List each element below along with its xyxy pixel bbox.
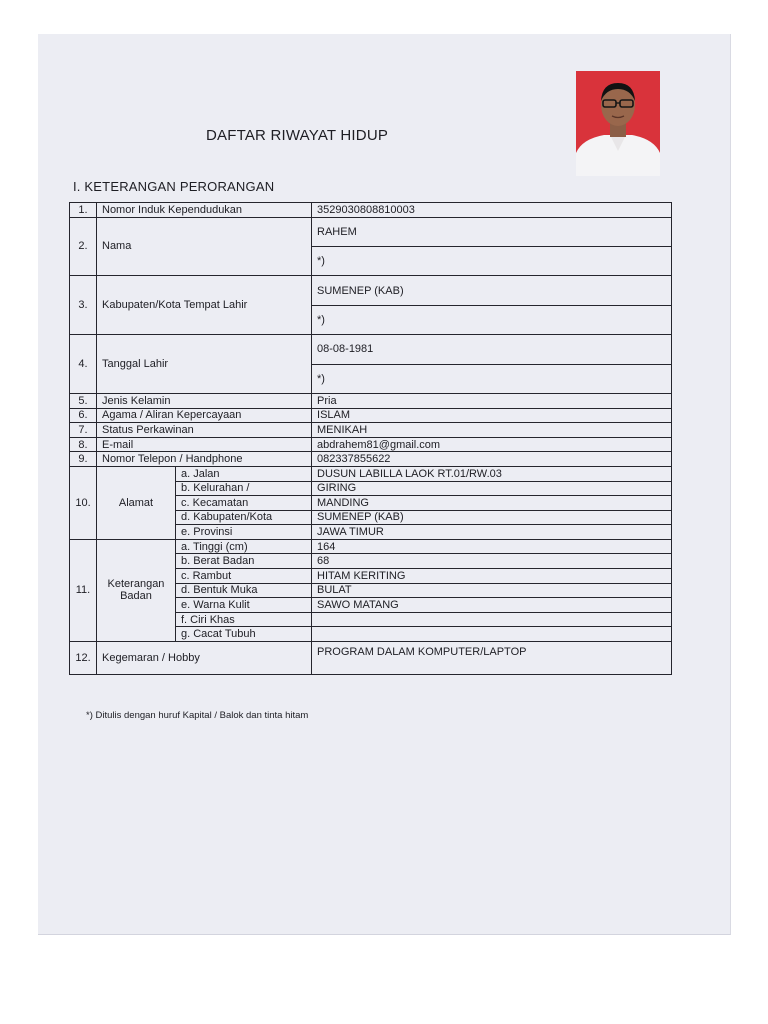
table-row bbox=[70, 393, 672, 408]
section-heading: I. KETERANGAN PERORANGAN bbox=[73, 179, 275, 194]
row-number: 7. bbox=[70, 423, 97, 438]
row-label: Kegemaran / Hobby bbox=[97, 642, 312, 675]
row-value: GIRING bbox=[312, 481, 672, 496]
sub-label: g. Cacat Tubuh bbox=[176, 627, 312, 642]
row-label: Alamat bbox=[97, 466, 176, 539]
row-value: RAHEM bbox=[312, 217, 672, 246]
sub-label: a. Jalan bbox=[176, 466, 312, 481]
row-number: 1. bbox=[70, 203, 97, 218]
row-value: Pria bbox=[312, 393, 672, 408]
row-value: HITAM KERITING bbox=[312, 569, 672, 584]
row-label: Agama / Aliran Kepercayaan bbox=[97, 408, 312, 423]
table-row bbox=[70, 452, 672, 467]
profile-photo bbox=[576, 71, 660, 176]
table-row bbox=[70, 466, 672, 481]
sub-label: f. Ciri Khas bbox=[176, 612, 312, 627]
row-number: 6. bbox=[70, 408, 97, 423]
row-label bbox=[97, 539, 176, 641]
document-title: DAFTAR RIWAYAT HIDUP bbox=[206, 127, 389, 144]
row-label: Kabupaten/Kota Tempat Lahir bbox=[97, 276, 312, 335]
row-label: Jenis Kelamin bbox=[97, 393, 312, 408]
sub-label: e. Provinsi bbox=[176, 525, 312, 540]
row-value bbox=[312, 612, 672, 627]
row-value: SUMENEP (KAB) bbox=[312, 276, 672, 305]
row-value: 68 bbox=[312, 554, 672, 569]
row-number: 9. bbox=[70, 452, 97, 467]
row-number: 2. bbox=[70, 217, 97, 276]
row-note: *) bbox=[312, 364, 672, 393]
row-label: E-mail bbox=[97, 437, 312, 452]
row-value: PROGRAM DALAM KOMPUTER/LAPTOP bbox=[312, 642, 672, 675]
row-number: 10. bbox=[70, 466, 97, 539]
sub-label: a. Tinggi (cm) bbox=[176, 539, 312, 554]
sub-label: c. Kecamatan bbox=[176, 496, 312, 511]
table-row bbox=[70, 276, 672, 305]
row-label: Tanggal Lahir bbox=[97, 335, 312, 394]
table-row bbox=[70, 539, 672, 554]
footnote: *) Ditulis dengan huruf Kapital / Balok dan tinta hitam bbox=[86, 710, 309, 721]
row-number: 11. bbox=[70, 539, 97, 641]
table-row bbox=[70, 203, 672, 218]
row-value bbox=[312, 627, 672, 642]
row-label: Nomor Induk Kependudukan bbox=[97, 203, 312, 218]
sub-label: b. Kelurahan / bbox=[176, 481, 312, 496]
table-row bbox=[70, 642, 672, 675]
row-number: 3. bbox=[70, 276, 97, 335]
table-row bbox=[70, 335, 672, 364]
table-row bbox=[70, 217, 672, 246]
table-row bbox=[70, 423, 672, 438]
row-number: 4. bbox=[70, 335, 97, 394]
row-value: JAWA TIMUR bbox=[312, 525, 672, 540]
table-row bbox=[70, 437, 672, 452]
row-value: abdrahem81@gmail.com bbox=[312, 437, 672, 452]
row-note: *) bbox=[312, 246, 672, 275]
personal-info-table bbox=[69, 202, 672, 675]
row-label: Nama bbox=[97, 217, 312, 276]
sub-label: e. Warna Kulit bbox=[176, 598, 312, 613]
row-value: 082337855622 bbox=[312, 452, 672, 467]
sub-label: d. Bentuk Muka bbox=[176, 583, 312, 598]
row-value: DUSUN LABILLA LAOK RT.01/RW.03 bbox=[312, 466, 672, 481]
row-note: *) bbox=[312, 305, 672, 334]
row-value: SUMENEP (KAB) bbox=[312, 510, 672, 525]
row-number: 8. bbox=[70, 437, 97, 452]
row-value: SAWO MATANG bbox=[312, 598, 672, 613]
row-value: BULAT bbox=[312, 583, 672, 598]
row-value: MANDING bbox=[312, 496, 672, 511]
person-photo-icon bbox=[576, 71, 660, 176]
row-number: 12. bbox=[70, 642, 97, 675]
row-number: 5. bbox=[70, 393, 97, 408]
row-value: 08-08-1981 bbox=[312, 335, 672, 364]
row-label: Nomor Telepon / Handphone bbox=[97, 452, 312, 467]
row-value: ISLAM bbox=[312, 408, 672, 423]
row-value: 164 bbox=[312, 539, 672, 554]
row-label-line: Keterangan bbox=[107, 578, 165, 591]
row-label-line: Badan bbox=[120, 590, 152, 603]
sub-label: d. Kabupaten/Kota bbox=[176, 510, 312, 525]
row-value: 3529030808810003 bbox=[312, 203, 672, 218]
sub-label: b. Berat Badan bbox=[176, 554, 312, 569]
table-row bbox=[70, 408, 672, 423]
row-value: MENIKAH bbox=[312, 423, 672, 438]
sub-label: c. Rambut bbox=[176, 569, 312, 584]
row-label: Status Perkawinan bbox=[97, 423, 312, 438]
